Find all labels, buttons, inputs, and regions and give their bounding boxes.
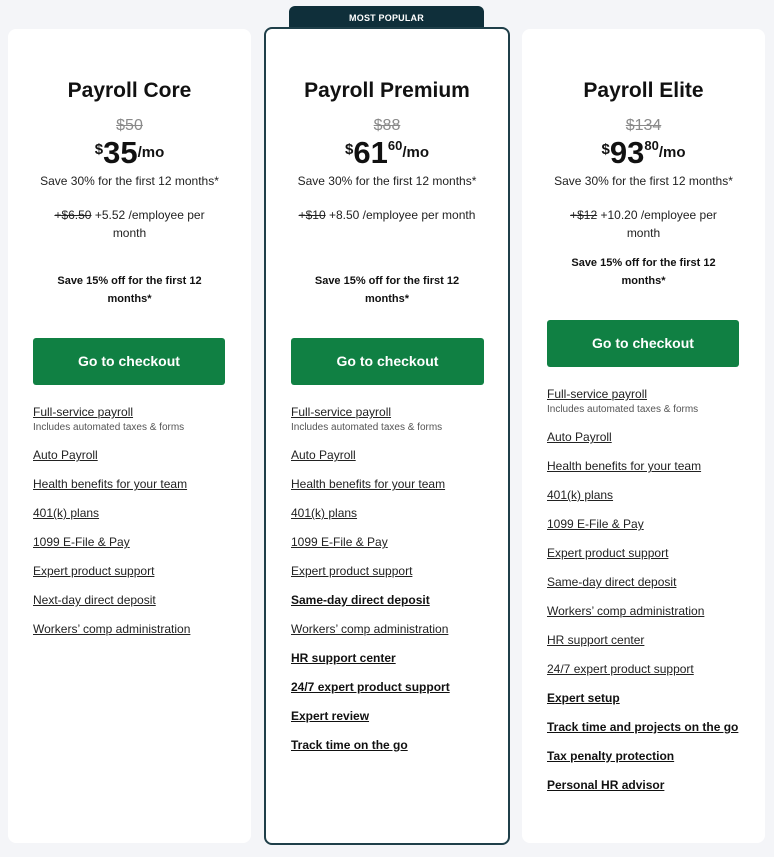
feature-link[interactable]: 401(k) plans (291, 506, 358, 520)
price (8, 135, 251, 171)
feature-link[interactable]: Expert product support (291, 564, 413, 578)
old-price: $88 (373, 117, 401, 134)
feature-link[interactable]: Expert product support (33, 564, 155, 578)
discount-note: Save 30% for the first 12 months* (40, 174, 219, 188)
feature-item (547, 385, 750, 417)
plan-name: Payroll Core (67, 79, 192, 102)
feature-link[interactable]: HR support center (547, 633, 645, 647)
feature-item (547, 428, 750, 446)
price-cents: 60 (387, 138, 403, 153)
employee-old-price: +$12 (570, 208, 598, 222)
price-whole: 93 (609, 135, 645, 170)
feature-item (291, 533, 493, 551)
feature-item (33, 475, 236, 493)
feature-item (547, 747, 750, 765)
plan-name: Payroll Elite (583, 79, 704, 102)
discount-note: Save 30% for the first 12 months* (297, 174, 477, 188)
feature-link[interactable]: 24/7 expert product support (291, 680, 450, 694)
price-currency: $ (601, 141, 610, 158)
feature-item (547, 660, 750, 678)
feature-link[interactable]: Full-service payroll (547, 387, 648, 401)
feature-item (291, 403, 493, 435)
feature-item (291, 504, 493, 522)
feature-item (547, 515, 750, 533)
feature-item (291, 562, 493, 580)
employee-price (552, 206, 735, 242)
feature-item (291, 678, 493, 696)
feature-link[interactable]: Workers’ comp administration (547, 604, 705, 618)
feature-item (547, 689, 750, 707)
feature-link[interactable]: Same-day direct deposit (291, 593, 430, 607)
price-whole: 35 (103, 135, 138, 170)
discount-note: Save 30% for the first 12 months* (554, 174, 733, 188)
checkout-button[interactable]: Go to checkout (547, 320, 739, 367)
feature-item (547, 457, 750, 475)
feature-link[interactable]: Auto Payroll (547, 430, 612, 444)
price (522, 135, 765, 171)
feature-link[interactable]: Tax penalty protection (547, 749, 675, 763)
feature-item (291, 649, 493, 667)
most-popular-badge: MOST POPULAR (289, 6, 484, 30)
feature-subtext: Includes automated taxes & forms (291, 422, 443, 433)
feature-link[interactable]: Auto Payroll (291, 448, 356, 462)
feature-link[interactable]: Full-service payroll (33, 405, 134, 419)
feature-item (547, 776, 750, 794)
checkout-button[interactable]: Go to checkout (291, 338, 484, 385)
employee-new-price: +8.50 /employee per month (325, 208, 476, 222)
feature-item (291, 736, 493, 754)
feature-item (291, 446, 493, 464)
feature-link[interactable]: 24/7 expert product support (547, 662, 694, 676)
plan-name: Payroll Premium (304, 79, 470, 102)
feature-link[interactable]: Full-service payroll (291, 405, 392, 419)
feature-link[interactable]: Health benefits for your team (547, 459, 702, 473)
feature-item (291, 620, 493, 638)
price-period: /mo (658, 144, 686, 161)
feature-link[interactable]: 401(k) plans (547, 488, 614, 502)
feature-link[interactable]: Health benefits for your team (33, 477, 188, 491)
checkout-button[interactable]: Go to checkout (33, 338, 225, 385)
feature-link[interactable]: Expert setup (547, 691, 620, 705)
feature-link[interactable]: 1099 E-File & Pay (33, 535, 130, 549)
feature-link[interactable]: Expert product support (547, 546, 669, 560)
feature-link[interactable]: Track time and projects on the go (547, 720, 739, 734)
feature-link[interactable]: Health benefits for your team (291, 477, 446, 491)
plan-card-elite (522, 29, 765, 843)
feature-item (33, 591, 236, 609)
price-currency: $ (94, 141, 104, 158)
feature-item (33, 562, 236, 580)
feature-item (33, 533, 236, 551)
price-period: /mo (137, 144, 165, 161)
feature-link[interactable]: 1099 E-File & Pay (291, 535, 388, 549)
employee-new-price: +5.52 /employee per month (91, 208, 205, 240)
feature-item (33, 446, 236, 464)
price-cents: 80 (644, 138, 659, 153)
employee-new-price: +10.20 /employee per month (597, 208, 717, 240)
plan-card-core (8, 29, 251, 843)
feature-list (291, 403, 493, 765)
employee-discount-note: Save 15% off for the first 12 months* (57, 275, 202, 305)
price-period: /mo (402, 144, 429, 161)
feature-list (33, 403, 236, 649)
feature-item (33, 403, 236, 435)
feature-link[interactable]: 1099 E-File & Pay (547, 517, 644, 531)
price-whole: 61 (353, 135, 388, 170)
old-price: $134 (625, 117, 662, 134)
feature-link[interactable]: Same-day direct deposit (547, 575, 677, 589)
feature-item (33, 620, 236, 638)
feature-item (291, 707, 493, 725)
feature-item (547, 631, 750, 649)
price (266, 135, 508, 171)
old-price: $50 (116, 117, 143, 134)
feature-item (547, 602, 750, 620)
feature-item (547, 544, 750, 562)
feature-link[interactable]: Next-day direct deposit (33, 593, 156, 607)
feature-link[interactable]: HR support center (291, 651, 396, 665)
employee-price (296, 206, 478, 224)
employee-old-price: +$10 (298, 208, 326, 222)
feature-link[interactable]: Track time on the go (291, 738, 408, 752)
employee-price (38, 206, 221, 242)
feature-item (33, 504, 236, 522)
employee-discount-note: Save 15% off for the first 12 months* (571, 257, 716, 287)
feature-item (291, 475, 493, 493)
feature-link[interactable]: Workers’ comp administration (291, 622, 449, 636)
feature-link[interactable]: Auto Payroll (33, 448, 98, 462)
feature-link[interactable]: Workers’ comp administration (33, 622, 191, 636)
feature-item (291, 591, 493, 609)
feature-list (547, 385, 750, 805)
feature-link[interactable]: Personal HR advisor (547, 778, 665, 792)
employee-old-price: +$6.50 (54, 208, 92, 222)
feature-item (547, 718, 750, 736)
feature-item (547, 486, 750, 504)
feature-link[interactable]: 401(k) plans (33, 506, 100, 520)
feature-item (547, 573, 750, 591)
employee-discount-note: Save 15% off for the first 12 months* (314, 275, 460, 305)
plan-card-premium (264, 27, 510, 845)
feature-subtext: Includes automated taxes & forms (547, 404, 699, 415)
feature-link[interactable]: Expert review (291, 709, 370, 723)
price-currency: $ (345, 141, 354, 158)
feature-subtext: Includes automated taxes & forms (33, 422, 185, 433)
